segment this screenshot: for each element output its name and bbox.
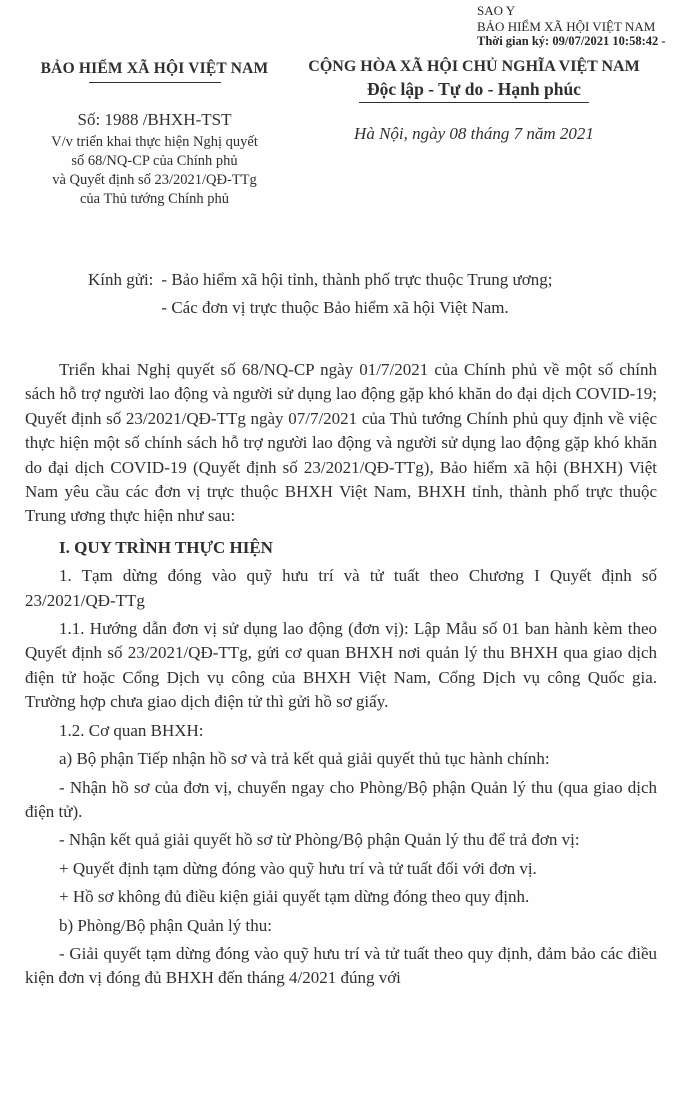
body-paragraph: 1.2. Cơ quan BHXH: [59, 720, 204, 740]
recipients-list [161, 266, 552, 322]
subject-line: của Thủ tướng Chính phủ [80, 191, 229, 207]
body-paragraph: 1.1. Hướng dẫn đơn vị sử dụng lao động (đơn vị): Lập Mẫu số 01 ban hành kèm theo Quyết định số 23/2021/QĐ-TTg, gửi cơ quan BHXH nơi quản lý thu BHXH qua giao dịch điện tử hoặc Cổng Dịch vụ công của BHXH Việt Nam, Cổng Dịch vụ công Quốc gia. Trường hợp chưa giao dịch điện tử thì gửi hồ sơ giấy. [25, 619, 657, 712]
issuer-underline [89, 82, 221, 83]
document-body [25, 266, 657, 995]
body-text [25, 358, 657, 991]
motto-underline [359, 102, 589, 103]
national-title: CỘNG HÒA XÃ HỘI CHỦ NGHĨA VIỆT NAM [308, 58, 640, 75]
body-paragraph: b) Phòng/Bộ phận Quản lý thu: [59, 915, 272, 935]
body-paragraph: + Quyết định tạm dừng đóng vào quỹ hưu trí và tử tuất đối với đơn vị. [59, 858, 537, 878]
subject-line: số 68/NQ-CP của Chính phủ [71, 153, 238, 169]
document-subject [22, 133, 287, 209]
place-and-date: Hà Nội, ngày 08 tháng 7 năm 2021 [354, 124, 594, 143]
recipient-line: - Các đơn vị trực thuộc Bảo hiểm xã hội Việt Nam. [161, 298, 509, 317]
national-header-block [290, 58, 658, 144]
recipients-block [88, 266, 657, 322]
body-paragraph: a) Bộ phận Tiếp nhận hồ sơ và trả kết quả giải quyết thủ tục hành chính: [59, 749, 550, 769]
subject-line: V/v triển khai thực hiện Nghị quyết [51, 134, 258, 150]
issuer-block [22, 60, 287, 209]
stamp-org-name: BẢO HIỂM XÃ HỘI VIỆT NAM [477, 18, 656, 34]
signature-stamp [477, 3, 677, 50]
body-paragraph: - Nhận kết quả giải quyết hồ sơ từ Phòng/Bộ phận Quản lý thu để trả đơn vị: [59, 830, 580, 850]
body-paragraph: + Hồ sơ không đủ điều kiện giải quyết tạm dừng đóng theo quy định. [59, 887, 530, 907]
recipients-label: Kính gửi: [88, 270, 154, 289]
intro-paragraph: Triển khai Nghị quyết số 68/NQ-CP ngày 01/7/2021 của Chính phủ về một số chính sách hỗ trợ người lao động và người sử dụng lao động gặp khó khăn do đại dịch COVID-19; Quyết định số 23/2021/QĐ-TTg ngày 07/7/2021 của Thủ tướng Chính phủ quy định về việc thực hiện một số chính sách hỗ trợ người lao động và người sử dụng lao động gặp khó khăn do đại dịch COVID-19 (Quyết định số 23/2021/QĐ-TTg), Bảo hiểm xã hội (BHXH) Việt Nam yêu cầu các đơn vị trực thuộc BHXH Việt Nam, BHXH tỉnh, thành phố trực thuộc Trung ương thực hiện như sau: [25, 360, 657, 526]
subject-line: và Quyết định số 23/2021/QĐ-TTg [52, 172, 257, 188]
body-paragraph: - Giải quyết tạm dừng đóng vào quỹ hưu trí và tử tuất theo quy định, đảm bảo các điều kiện đơn vị đóng đủ BHXH đến tháng 4/2021 đúng với [25, 943, 657, 988]
body-paragraph: - Nhận hồ sơ của đơn vị, chuyển ngay cho Phòng/Bộ phận Quản lý thu (qua giao dịch điện tử). [25, 777, 657, 821]
stamp-sign-time: Thời gian ký: 09/07/2021 10:58:42 - [477, 34, 666, 48]
body-paragraph: 1. Tạm dừng đóng vào quỹ hưu trí và tử tuất theo Chương I Quyết định số 23/2021/QĐ-TTg [25, 566, 657, 610]
stamp-copy-label: SAO Y [477, 3, 516, 18]
section-heading: I. QUY TRÌNH THỰC HIỆN [59, 537, 273, 557]
issuer-name: BẢO HIỂM XÃ HỘI VIỆT NAM [40, 60, 269, 77]
recipient-line: - Bảo hiểm xã hội tỉnh, thành phố trực thuộc Trung ương; [161, 270, 553, 289]
document-number: Số: 1988 /BHXH-TST [77, 110, 232, 129]
national-motto: Độc lập - Tự do - Hạnh phúc [367, 79, 581, 99]
